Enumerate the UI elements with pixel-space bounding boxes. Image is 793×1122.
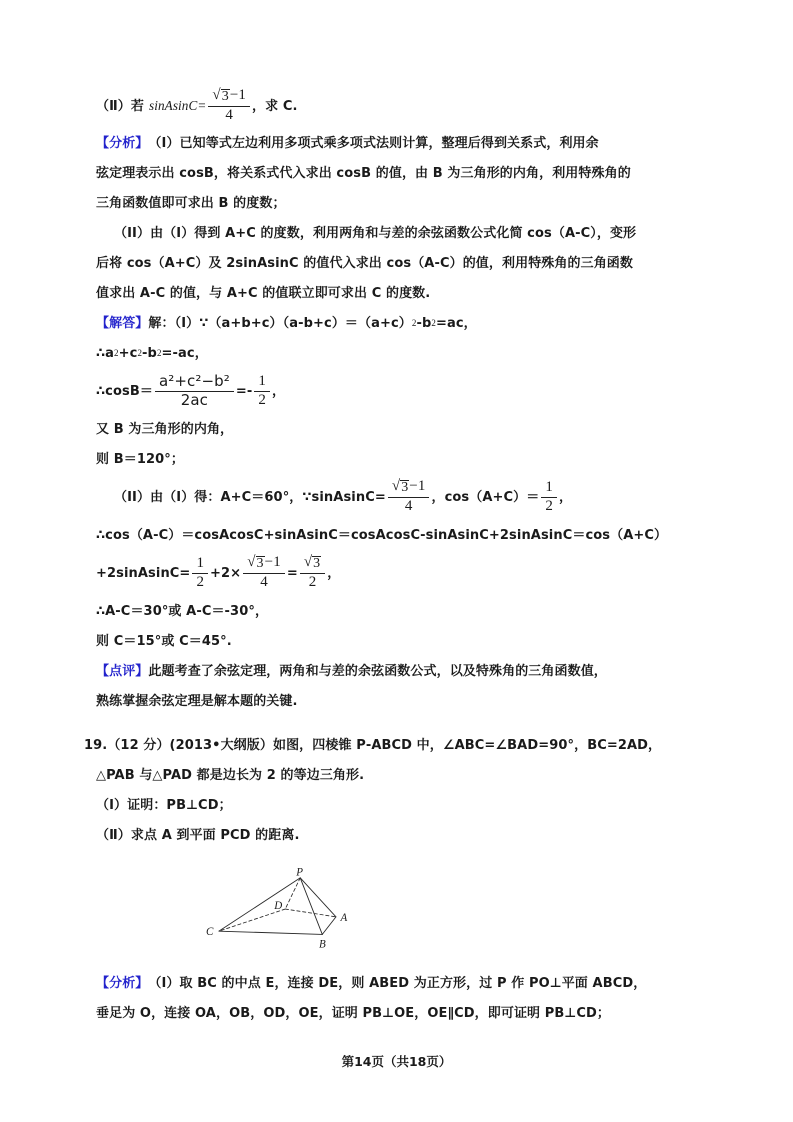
problem19-analysis-b: 垂足为 O，连接 OA，OB，OD，OE，证明 PB⊥OE，OE∥CD，即可证明 PB⊥CD；: [96, 1005, 611, 1021]
comment-label: 【点评】: [96, 663, 149, 679]
problem19-analysis-line-1: [96, 968, 696, 998]
sqrt3-minus-1-over-4-fraction-2: [388, 479, 430, 514]
one-half-fraction: [254, 374, 270, 409]
answer-8-eq: =: [286, 565, 298, 581]
answer-1-end: =ac，: [436, 315, 477, 331]
problem19-analysis-label: 【分析】: [96, 975, 149, 991]
analysis-text-1c: 三角函数值即可求出 B 的度数；: [96, 195, 286, 211]
sqrt-arg-4: 3: [313, 556, 321, 572]
problem19-stem-b: △PAB 与△PAD 都是边长为 2 的等边三角形.: [96, 767, 365, 783]
problem18-answer-line-10: [96, 626, 696, 656]
half-num-2: 1: [541, 480, 557, 498]
problem18-answer-cosb-line: [96, 368, 696, 414]
problem19-stem-a: 19.（12 分）(2013•大纲版）如图，四棱锥 P‑ABCD 中，∠ABC=∠BAD=90°，BC=2AD，: [84, 737, 662, 753]
analysis-text-2c: 值求出 A‑C 的值，与 A+C 的值联立即可求出 C 的度数.: [96, 285, 431, 301]
sqrt-arg-2: 3: [401, 480, 409, 496]
problem18-answer-line-2: ∴a 2 +c 2 ‑b 2 =‑ac，: [96, 345, 208, 361]
problem19-part2: （Ⅱ）求点 A 到平面 PCD 的距离.: [96, 827, 300, 843]
cosb-equals: =‑: [235, 383, 253, 399]
problem18-analysis-line-2: [96, 158, 696, 188]
sqrt3-minus-1-over-4-fraction-3: [243, 555, 285, 590]
pyramid-figure: [126, 856, 386, 966]
analysis-text-1a: （I）已知等式左边利用多项式乘多项式法则计算，整理后得到关系式，利用余: [148, 135, 599, 151]
problem18-part2-expr: sinAsinC=: [148, 98, 207, 114]
frac-den: 4: [225, 106, 234, 123]
comment-text-b: 熟练掌握余弦定理是解本题的关键.: [96, 693, 298, 709]
answer-6-end: ，: [558, 489, 573, 505]
sqrt-arg-3: 3: [256, 556, 264, 572]
analysis-text-1b: 弦定理表示出 cosB，将关系式代入求出 cosB 的值，由 B 为三角形的内角，利用特殊角的: [96, 165, 631, 181]
frac-den-3: 4: [260, 573, 268, 590]
problem19-stem-line-1: [84, 730, 696, 760]
sqrt-icon: √ 3: [212, 87, 229, 105]
frac-num-tail-2: −1: [409, 478, 426, 495]
answer-6-pre: （II）由（I）得：A+C＝60°，∵sinAsinC=: [114, 489, 386, 505]
answer-text-4: 又 B 为三角形的内角，: [96, 421, 234, 437]
problem18-analysis-line-6: [96, 278, 696, 308]
problem18-analysis-line-5: [96, 248, 696, 278]
cosb-fraction: [155, 371, 234, 409]
analysis-text-2b: 后将 cos（A+C）及 2sinAsinC 的值代入求出 cos（A‑C）的值，利用特殊角的三角函数: [96, 255, 633, 271]
vertex-label-B: B: [319, 938, 326, 951]
edge-cb: [219, 931, 322, 934]
comment-text-a: 此题考查了余弦定理，两角和与差的余弦函数公式，以及特殊角的三角函数值，: [148, 663, 607, 679]
vertex-label-D: D: [274, 900, 283, 913]
problem18-comment-line-2: [96, 686, 696, 716]
answer-2-pre: ∴a: [96, 345, 115, 361]
frac-den-2: 4: [404, 497, 413, 514]
problem18-answer-line-8: [96, 550, 696, 596]
problem18-answer-line-4: [96, 414, 696, 444]
edge-pb: [300, 878, 322, 935]
sqrt-arg: 3: [221, 89, 229, 105]
problem19-stem-line-2: [96, 760, 696, 790]
vertex-label-A: A: [340, 911, 348, 924]
pyramid-svg: [126, 856, 386, 966]
edge-pa: [300, 878, 336, 917]
problem18-answer-line-7: [96, 520, 696, 550]
problem18-analysis-line-1: [96, 128, 696, 158]
problem18-part2-prefix: （Ⅱ）若: [96, 98, 144, 114]
edge-pc: [219, 878, 300, 931]
one-half-fraction-2: [541, 480, 557, 515]
half-den-3: 2: [196, 573, 205, 590]
answer-8-mid: +2×: [210, 565, 242, 581]
answer-text-5: 则 B＝120°；: [96, 451, 184, 467]
half-den: 2: [258, 391, 266, 408]
half-num-3: 1: [192, 556, 208, 574]
answer-text-1: 解：（I）∵（a+b+c）（a‑b+c）＝（a+c）: [148, 315, 412, 331]
sqrt-icon-3: √ 3: [247, 554, 264, 572]
half-num: 1: [254, 374, 270, 392]
problem18-answer-line-6: [96, 474, 696, 520]
sqrt-icon-4: √ 3: [303, 554, 321, 572]
problem18-part2-suffix: ，求 C.: [252, 98, 298, 114]
problem19-part2-line: [96, 820, 696, 850]
one-half-fraction-3: [192, 556, 208, 591]
problem18-part2-line: [96, 84, 696, 128]
answer-2-mid: +c: [118, 345, 138, 361]
answer-8-pre: +2sinAsinC=: [96, 565, 191, 581]
frac-num-tail-3: −1: [264, 554, 281, 571]
problem19-analysis-a: （I）取 BC 的中点 E，连接 DE，则 ABED 为正方形，过 P 作 PO⊥平面 ABCD，: [148, 975, 647, 991]
edge-dc: [219, 909, 285, 931]
page-footer: 第14页（共18页）: [341, 1054, 452, 1069]
edge-ba: [322, 917, 336, 935]
problem19-part1-line: [96, 790, 696, 820]
analysis-text-2a: （II）由（I）得到 A+C 的度数，利用两角和与差的余弦函数公式化简 cos（A‑C），变形: [114, 225, 637, 241]
problem19-analysis-line-2: [96, 998, 696, 1028]
problem18-analysis-line-4: [96, 218, 696, 248]
problem18-answer-line-5: [96, 444, 696, 474]
vertex-label-P: P: [296, 866, 304, 879]
answer-text-7: ∴cos（A‑C）＝cosAcosC+sinAsinC＝cosAcosC‑sinAsinC+2sinAsinC＝cos（A+C）: [96, 527, 668, 543]
answer-text-10: 则 C＝15°或 C＝45°.: [96, 633, 232, 649]
answer-text-9: ∴A‑C＝30°或 A‑C＝‑30°，: [96, 603, 269, 619]
vertex-label-C: C: [205, 926, 214, 939]
problem18-answer-line-1: 【解答】 解：（I）∵（a+b+c）（a‑b+c）＝（a+c） 2 ‑b 2 =ac，: [96, 315, 477, 331]
analysis-label: 【分析】: [96, 135, 149, 151]
sqrt3-minus-1-over-4-fraction: [208, 88, 250, 123]
answer-1-tail: ‑b: [416, 315, 432, 331]
cosb-prefix: ∴cosB＝: [96, 383, 153, 399]
cosb-frac-den: 2ac: [180, 390, 209, 409]
page-content: [84, 84, 696, 1028]
answer-8-end: ，: [327, 565, 341, 581]
frac-num-tail: −1: [229, 87, 247, 104]
answer-2-mid2: ‑b: [142, 345, 157, 361]
cosb-comma: ，: [271, 383, 286, 399]
answer-label: 【解答】: [96, 315, 149, 331]
half-den-2: 2: [545, 497, 553, 514]
answer-2-end: =‑ac，: [161, 345, 208, 361]
problem18-comment-line-1: [96, 656, 696, 686]
edge-da: [285, 909, 336, 917]
sqrt3-over-2-fraction: [300, 555, 325, 590]
problem18-analysis-line-3: [96, 188, 696, 218]
answer-6-mid: ，cos（A+C）＝: [431, 489, 540, 505]
problem18-answer-line-9: [96, 596, 696, 626]
cosb-frac-num: a²+c²−b²: [155, 374, 234, 392]
frac-den-4: 2: [308, 573, 317, 590]
problem19-part1: （Ⅰ）证明：PB⊥CD；: [96, 797, 232, 813]
sqrt-icon-2: √ 3: [391, 478, 409, 496]
